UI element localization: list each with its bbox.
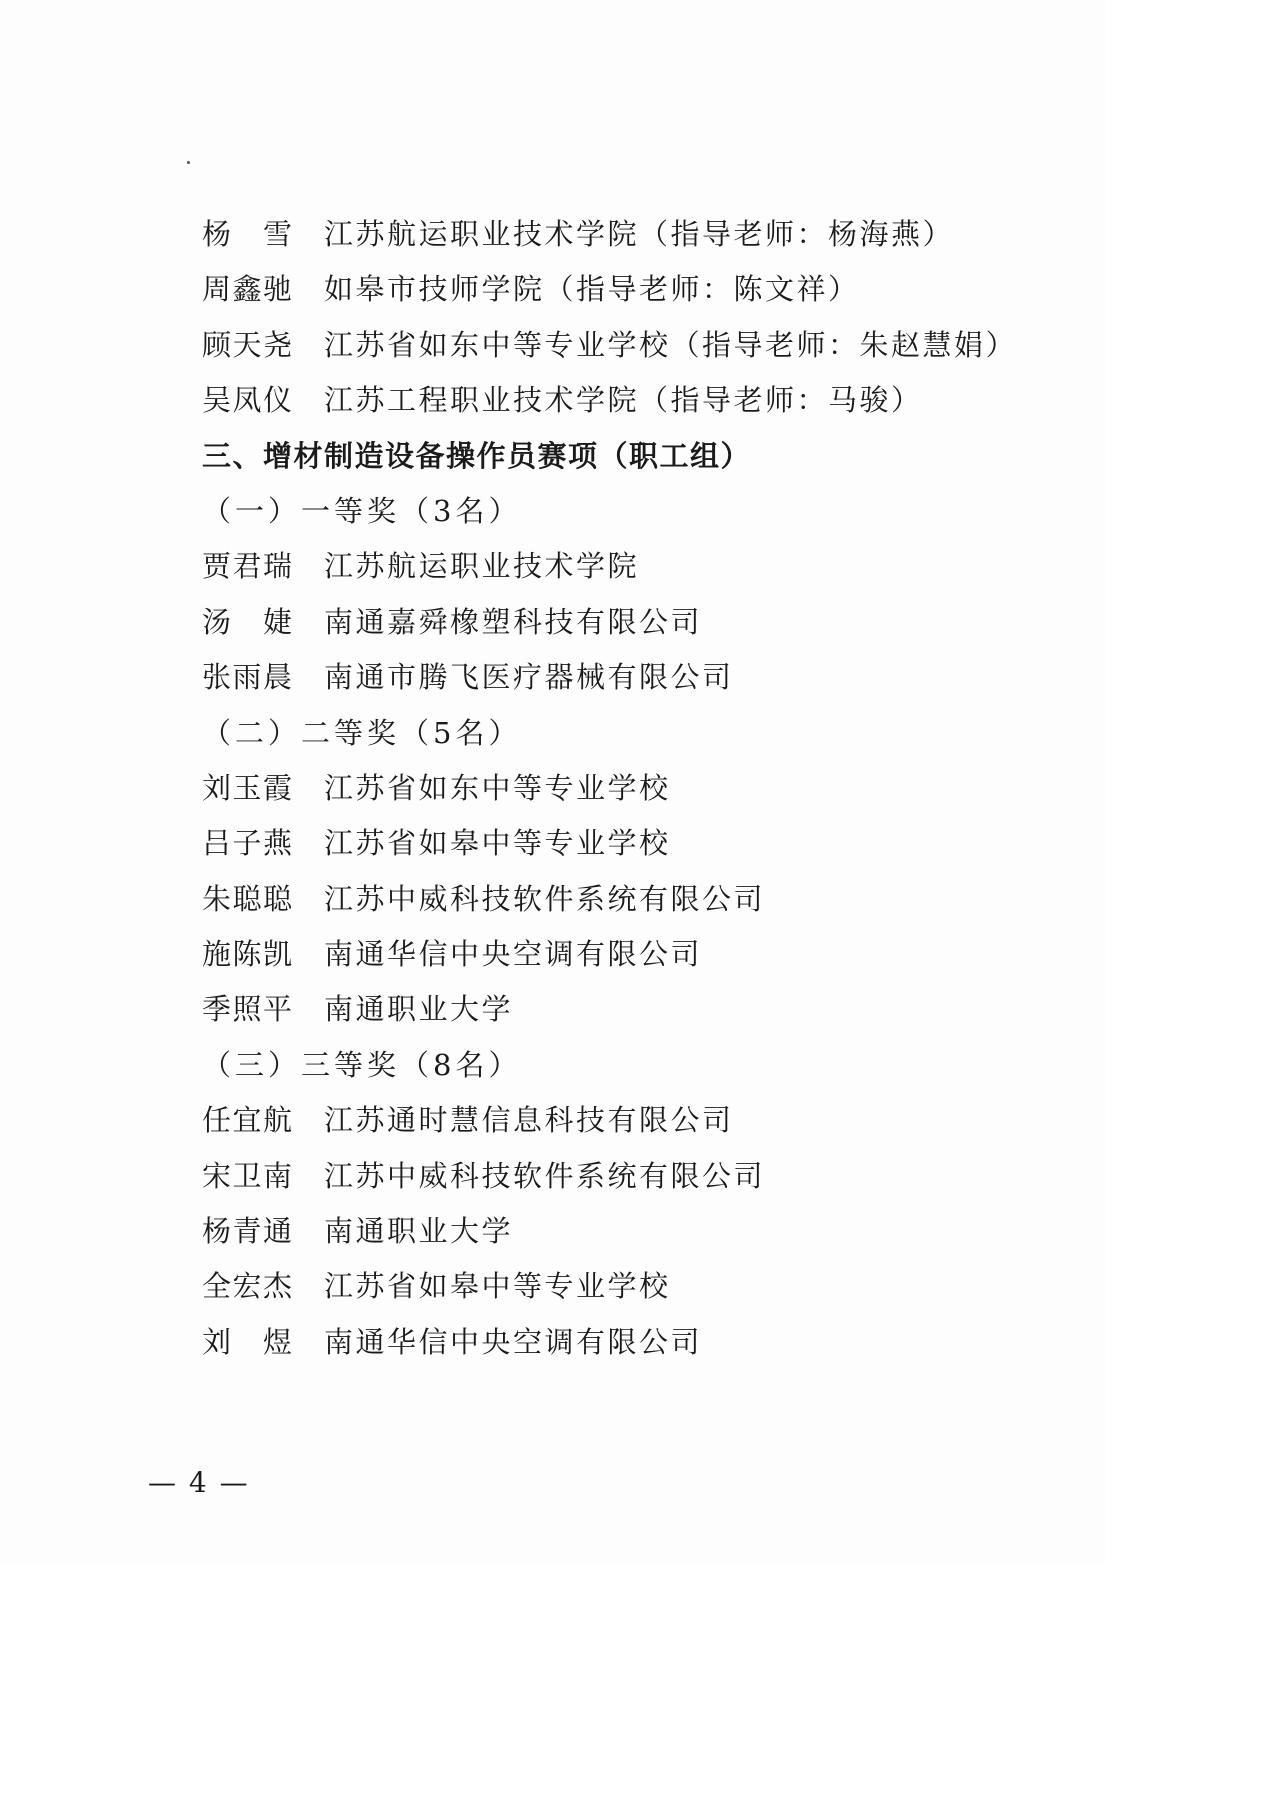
winner-name: 宋卫南 [202, 1158, 292, 1193]
second-prize-heading: （二）二等奖（5名） [202, 715, 522, 750]
list-item [202, 319, 1082, 374]
list-item [202, 374, 1082, 429]
winner-name: 朱聪聪 [202, 881, 292, 916]
list-item [202, 1150, 1082, 1205]
list-item [202, 762, 1082, 817]
list-item [202, 651, 1082, 706]
winner-organization: 如皋市技师学院（指导老师：陈文祥） [324, 272, 860, 307]
winner-name: 吕子燕 [202, 826, 292, 861]
winner-name: 刘玉霞 [202, 770, 292, 805]
list-item [202, 1205, 1082, 1260]
list-item [202, 817, 1082, 872]
winner-name: 施陈凯 [202, 937, 292, 972]
winner-organization: 江苏中威科技软件系统有限公司 [324, 1158, 766, 1193]
list-item [202, 873, 1082, 928]
winner-organization: 江苏省如皋中等专业学校 [324, 1269, 671, 1304]
section-heading: 三、增材制造设备操作员赛项（职工组） [202, 438, 752, 473]
winner-organization: 江苏省如东中等专业学校 [324, 770, 671, 805]
winner-name: 汤婕 [202, 604, 292, 639]
winner-name: 杨雪 [202, 217, 292, 251]
list-item [202, 1260, 1082, 1315]
first-prize-heading: （一）一等奖（3名） [202, 493, 522, 528]
list-item [202, 540, 1082, 595]
winner-name: 杨青通 [202, 1214, 292, 1249]
winner-organization: 江苏省如东中等专业学校（指导老师：朱赵慧娟） [324, 327, 1018, 362]
list-item [202, 983, 1082, 1038]
winner-organization: 南通职业大学 [324, 1214, 514, 1249]
winner-name: 顾天尧 [202, 327, 292, 362]
winner-organization: 江苏中威科技软件系统有限公司 [324, 881, 766, 916]
winner-organization: 南通嘉舜橡塑科技有限公司 [324, 604, 703, 639]
winner-organization: 江苏通时慧信息科技有限公司 [324, 1103, 734, 1138]
winner-name: 任宜航 [202, 1103, 292, 1138]
list-item [202, 208, 1082, 263]
list-item [202, 596, 1082, 651]
winner-organization: 江苏工程职业技术学院（指导老师：马骏） [324, 383, 923, 418]
winner-organization: 南通华信中央空调有限公司 [324, 1324, 703, 1359]
winner-name: 周鑫驰 [202, 272, 292, 307]
third-prize-heading: （三）三等奖（8名） [202, 1047, 522, 1082]
list-item [202, 1316, 1082, 1371]
winner-organization: 江苏航运职业技术学院（指导老师：杨海燕） [324, 217, 955, 251]
scan-speck [187, 161, 190, 164]
winner-name: 张雨晨 [202, 660, 292, 695]
winner-name: 吴凤仪 [202, 383, 292, 418]
winner-name: 季照平 [202, 992, 292, 1027]
page-number: — 4 — [148, 1466, 250, 1499]
list-item [202, 928, 1082, 983]
list-item [202, 1094, 1082, 1149]
winner-name: 全宏杰 [202, 1269, 292, 1304]
winner-organization: 江苏省如皋中等专业学校 [324, 826, 671, 861]
winner-organization: 江苏航运职业技术学院 [324, 549, 640, 584]
winner-organization: 南通职业大学 [324, 992, 514, 1027]
winner-organization: 南通市腾飞医疗器械有限公司 [324, 660, 734, 695]
winner-name: 贾君瑞 [202, 549, 292, 584]
list-item [202, 263, 1082, 318]
winner-name: 刘煜 [202, 1324, 292, 1359]
winner-organization: 南通华信中央空调有限公司 [324, 937, 703, 972]
award-list [202, 208, 1082, 1371]
